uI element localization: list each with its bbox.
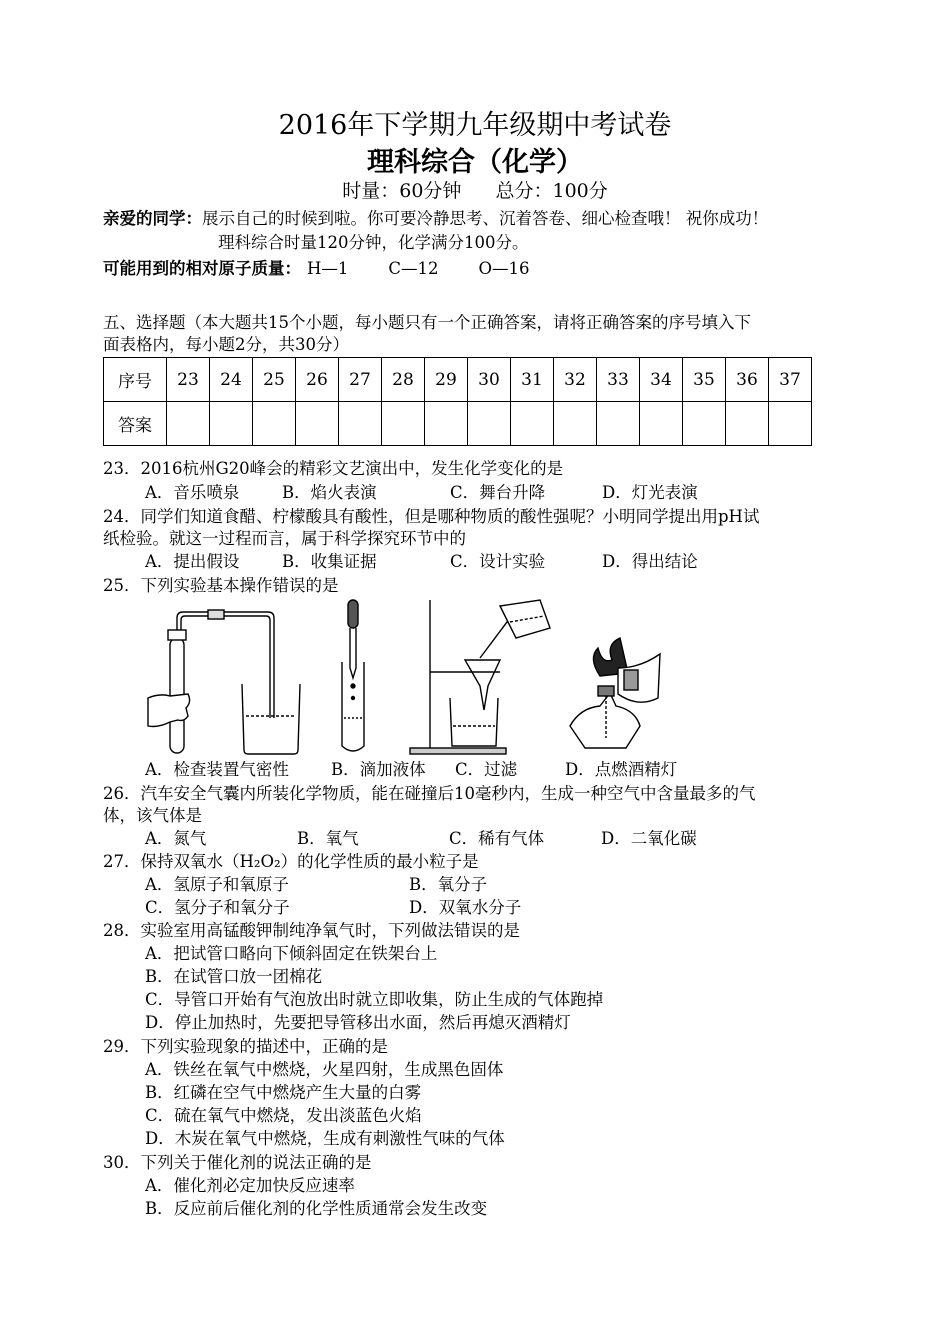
exam-time-score — [0, 176, 950, 203]
answer-table-number-row — [104, 358, 812, 402]
question-25-options — [145, 760, 677, 780]
option-c[interactable]: C．设计实验 — [450, 552, 546, 571]
greeting-text: 展示自己的时候到啦。你可要冷静思考、沉着答卷、细心检查哦！ 祝你成功！ — [202, 209, 769, 228]
airtightness-check-illustration — [148, 610, 300, 754]
question-25-stem: 25．下列实验基本操作错误的是 — [103, 576, 339, 595]
alcohol-lamp-illustration — [570, 638, 660, 748]
answer-blank-cell[interactable] — [382, 402, 425, 446]
filtration-illustration — [410, 600, 550, 754]
answer-number-cell: 30 — [468, 358, 511, 402]
answer-number-cell: 36 — [726, 358, 769, 402]
option-d[interactable]: D．二氧化碳 — [601, 829, 697, 848]
option-c[interactable]: C．氢分子和氧分子 — [145, 898, 290, 917]
atomic-mass-line — [103, 259, 530, 279]
option-b[interactable]: B．滴加液体 — [331, 760, 426, 779]
answer-blank-cell[interactable] — [554, 402, 597, 446]
answer-number-cell: 35 — [683, 358, 726, 402]
option-b[interactable]: B．反应前后催化剂的化学性质通常会发生改变 — [145, 1199, 488, 1218]
answer-number-cell: 29 — [425, 358, 468, 402]
exam-title: 2016年下学期九年级期中考试卷 — [278, 110, 672, 141]
question-23-stem: 23．2016杭州G20峰会的精彩文艺演出中，发生化学变化的是 — [103, 459, 564, 478]
option-b[interactable]: B．焰火表演 — [282, 483, 377, 502]
section-desc-1: （本大题共15个小题，每小题只有一个正确答案，请将正确答案的序号填入下 — [185, 313, 751, 332]
answer-blank-cell[interactable] — [210, 402, 253, 446]
option-a[interactable]: A．催化剂必定加快反应速率 — [145, 1176, 355, 1195]
answer-number-cell: 28 — [382, 358, 425, 402]
exam-time: 时量：60分钟 — [342, 180, 462, 202]
greeting-label: 亲爱的同学： — [103, 209, 202, 228]
answer-blank-cell[interactable] — [339, 402, 382, 446]
option-d[interactable]: D．停止加热时，先要把导管移出水面，然后再熄灭酒精灯 — [145, 1013, 571, 1032]
option-c[interactable]: C．过滤 — [455, 760, 518, 779]
greeting — [103, 209, 768, 229]
option-c[interactable]: C．舞台升降 — [450, 483, 546, 502]
atomic-mass-label: 可能用到的相对原子质量： — [103, 259, 301, 278]
question-28-stem: 28．实验室用高锰酸钾制纯净氧气时，下列做法错误的是 — [103, 921, 520, 940]
question-26-options — [145, 829, 697, 849]
section-desc-2: 面表格内，每小题2分，共30分） — [103, 335, 349, 354]
answer-number-cell: 31 — [511, 358, 554, 402]
exam-note: 理科综合时量120分钟，化学满分100分。 — [218, 233, 529, 252]
option-d[interactable]: D．点燃酒精灯 — [565, 760, 678, 779]
section-title: 五、选择题 — [103, 313, 186, 332]
question-29-stem: 29．下列实验现象的描述中，正确的是 — [103, 1037, 388, 1056]
answer-number-cell: 27 — [339, 358, 382, 402]
option-c[interactable]: C．稀有气体 — [449, 829, 545, 848]
option-b[interactable]: B．氧气 — [297, 829, 359, 848]
answer-table-answer-row — [104, 402, 812, 446]
atomic-mass-h: H—1 — [307, 259, 349, 278]
option-a[interactable]: A．氢原子和氧原子 — [145, 875, 289, 894]
answer-blank-cell[interactable] — [597, 402, 640, 446]
option-d[interactable]: D．木炭在氧气中燃烧，生成有刺激性气味的气体 — [145, 1129, 505, 1148]
answer-table-answer-header: 答案 — [104, 402, 167, 446]
option-a[interactable]: A．检查装置气密性 — [145, 760, 289, 779]
section-heading — [103, 313, 751, 333]
option-c[interactable]: C．硫在氧气中燃烧，发出淡蓝色火焰 — [145, 1106, 422, 1125]
exam-total-score: 总分：100分 — [495, 180, 608, 202]
exam-subject: 理科综合（化学） — [367, 147, 583, 178]
answer-blank-cell[interactable] — [167, 402, 210, 446]
answer-number-cell: 25 — [253, 358, 296, 402]
question-24-stem-1: 24．同学们知道食醋、柠檬酸具有酸性，但是哪种物质的酸性强呢？小明同学提出用pH试 — [103, 507, 760, 526]
option-b[interactable]: B．氧分子 — [409, 875, 488, 894]
answer-blank-cell[interactable] — [425, 402, 468, 446]
option-d[interactable]: D．双氧水分子 — [409, 898, 522, 917]
question-26-stem-1: 26．汽车安全气囊内所装化学物质，能在碰撞后10毫秒内，生成一种空气中含量最多的气 — [103, 784, 756, 803]
dropper-illustration — [342, 600, 364, 751]
answer-blank-cell[interactable] — [296, 402, 339, 446]
answer-blank-cell[interactable] — [640, 402, 683, 446]
question-24-options — [145, 552, 698, 572]
option-b[interactable]: B．在试管口放一团棉花 — [145, 967, 323, 986]
option-b[interactable]: B．收集证据 — [282, 552, 377, 571]
question-26-stem-2: 体，该气体是 — [103, 806, 202, 825]
answer-blank-cell[interactable] — [769, 402, 812, 446]
question-24-stem-2: 纸检验。就这一过程而言，属于科学探究环节中的 — [103, 529, 466, 548]
answer-blank-cell[interactable] — [511, 402, 554, 446]
option-a[interactable]: A．氮气 — [145, 829, 207, 848]
answer-table — [103, 357, 812, 446]
question-27-options-row-2 — [145, 898, 521, 918]
answer-number-cell: 23 — [167, 358, 210, 402]
option-b[interactable]: B．红磷在空气中燃烧产生大量的白雾 — [145, 1083, 422, 1102]
option-a[interactable]: A．音乐喷泉 — [145, 483, 240, 502]
question-30-stem: 30．下列关于催化剂的说法正确的是 — [103, 1153, 372, 1172]
answer-number-cell: 33 — [597, 358, 640, 402]
option-d[interactable]: D．灯光表演 — [602, 483, 698, 502]
answer-blank-cell[interactable] — [726, 402, 769, 446]
answer-table-number-header: 序号 — [104, 358, 167, 402]
answer-blank-cell[interactable] — [683, 402, 726, 446]
answer-number-cell: 32 — [554, 358, 597, 402]
option-a[interactable]: A．把试管口略向下倾斜固定在铁架台上 — [145, 944, 438, 963]
option-a[interactable]: A．提出假设 — [145, 552, 240, 571]
option-d[interactable]: D．得出结论 — [602, 552, 698, 571]
question-27-stem: 27．保持双氧水（H₂O₂）的化学性质的最小粒子是 — [103, 852, 479, 871]
question-27-options-row-1 — [145, 875, 487, 895]
atomic-mass-c: C—12 — [388, 259, 439, 278]
lab-operations-figure — [140, 598, 680, 758]
atomic-mass-o: O—16 — [478, 259, 530, 278]
answer-number-cell: 26 — [296, 358, 339, 402]
answer-blank-cell[interactable] — [253, 402, 296, 446]
answer-blank-cell[interactable] — [468, 402, 511, 446]
option-a[interactable]: A．铁丝在氧气中燃烧，火星四射，生成黑色固体 — [145, 1060, 504, 1079]
answer-number-cell: 37 — [769, 358, 812, 402]
answer-number-cell: 34 — [640, 358, 683, 402]
question-23-options — [145, 483, 698, 503]
answer-number-cell: 24 — [210, 358, 253, 402]
option-c[interactable]: C．导管口开始有气泡放出时就立即收集，防止生成的气体跑掉 — [145, 990, 604, 1009]
